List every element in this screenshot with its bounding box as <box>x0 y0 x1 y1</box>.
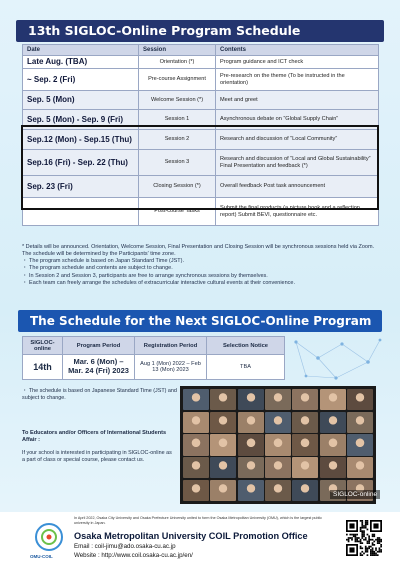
table-row <box>23 69 379 91</box>
footer-website[interactable]: Website : http://www.coil.osaka-cu.ac.jp/en/ <box>74 552 193 559</box>
schedule-banner: 13th SIGLOC-Online Program Schedule <box>16 20 384 42</box>
participant-tile <box>238 389 264 410</box>
header-date: Date <box>23 45 139 56</box>
table-row <box>23 198 379 226</box>
row-date: ~ Sep. 2 (Fri) <box>23 69 139 91</box>
row-session: Session 2 <box>139 130 216 150</box>
program-period-cell: Mar. 6 (Mon) – Mar. 24 (Fri) 2023 <box>63 355 135 380</box>
row-session: Closing Session (*) <box>139 176 216 198</box>
row-contents: Overall feedback Post task announcement <box>216 176 379 198</box>
participant-tile <box>238 457 264 478</box>
network-graphic <box>290 332 384 386</box>
participant-tile <box>292 412 318 433</box>
note-line: * Details will be announced. Orientation, Welcome Session, Final Presentation and Closing Session will be synchronous sessions held via Zoom. The schedule will be determined by the Participants' time zone. <box>22 244 375 258</box>
selection-notice-cell: TBA <box>207 355 285 380</box>
row-session: Orientation (*) <box>139 56 216 69</box>
participant-tile <box>238 480 264 501</box>
note-line: ・ Each team can freely arrange the schedules of extracurricular interactive cultural events at their convenience. <box>22 279 295 286</box>
row-contents: Research and discussion of “Local Community” <box>216 130 379 150</box>
registration-period-cell: Aug 1 (Mon) 2022 – Feb 13 (Mon) 2023 <box>135 355 207 380</box>
table-row <box>23 110 379 130</box>
participant-tile <box>210 434 236 455</box>
row-contents: Program guidance and ICT check <box>216 56 379 69</box>
next-program-banner: The Schedule for the Next SIGLOC-Online Program <box>18 310 382 332</box>
participant-tile <box>210 480 236 501</box>
table-row <box>23 130 379 150</box>
row-contents: Submit the final products (a picture book and a reflection report) Submit BEVI, questionnaire etc. <box>216 198 379 226</box>
participant-tile <box>238 434 264 455</box>
next-program-note: ・ The schedule is based on Japanese Standard Time (JST) and subject to change. <box>22 388 177 402</box>
row-date: Sep.16 (Fri) - Sep. 22 (Thu) <box>23 150 139 176</box>
participant-tile <box>183 434 209 455</box>
educators-body: If your school is interested in participating in SIGLOC-online as a part of class or special course, please contact us. <box>22 450 172 464</box>
row-date: Sep.12 (Mon) - Sep.15 (Thu) <box>23 130 139 150</box>
schedule-notes <box>22 244 382 287</box>
header-registration-period: Registration Period <box>135 337 207 355</box>
table-row <box>23 150 379 176</box>
row-date: Late Aug. (TBA) <box>23 56 139 69</box>
header-program-period: Program Period <box>63 337 135 355</box>
participant-tile <box>292 434 318 455</box>
row-date: Sep. 5 (Mon) - Sep. 9 (Fri) <box>23 110 139 130</box>
row-contents: Pre-research on the theme (To be instructed in the orientation) <box>216 69 379 91</box>
participant-tile <box>265 389 291 410</box>
row-date: Sep. 5 (Mon) <box>23 91 139 110</box>
participant-tile <box>265 412 291 433</box>
footer-organization: Osaka Metropolitan University COIL Promotion Office <box>74 531 308 541</box>
participant-tile <box>265 457 291 478</box>
participant-tile <box>347 434 373 455</box>
row-session: Post-course Tasks <box>139 198 216 226</box>
header-edition: SIGLOC-online <box>23 337 63 355</box>
row-session: Welcome Session (*) <box>139 91 216 110</box>
participant-tile <box>183 457 209 478</box>
participant-tile <box>265 434 291 455</box>
table-row <box>23 355 285 380</box>
participants-photo <box>180 386 376 504</box>
participant-tile <box>183 480 209 501</box>
photo-label: SIGLOC-online <box>330 490 380 499</box>
row-date <box>23 198 139 226</box>
participant-tile <box>210 412 236 433</box>
row-contents: Asynchronous debate on “Global Supply Chain” <box>216 110 379 130</box>
next-header-row <box>23 337 285 355</box>
participant-tile <box>292 389 318 410</box>
footer-university-note: In April 2022, Osaka City University and Osaka Prefecture University united to form the Osaka Metropolitan University (OMU), which is the largest public university in Japan. <box>74 516 322 525</box>
participant-tile <box>347 412 373 433</box>
row-session: Pre-course Assignment <box>139 69 216 91</box>
header-contents: Contents <box>216 45 379 56</box>
participant-tile <box>210 457 236 478</box>
participant-tile <box>320 434 346 455</box>
table-row <box>23 176 379 198</box>
qr-code-icon[interactable] <box>346 520 382 556</box>
participant-tile <box>183 412 209 433</box>
participant-tile <box>320 457 346 478</box>
table-row <box>23 91 379 110</box>
schedule-header-row <box>23 45 379 56</box>
participant-tile <box>183 389 209 410</box>
row-contents: Research and discussion of “Local and Global Sustainability” Final Presentation and feedback (*) <box>216 150 379 176</box>
participant-tile <box>238 412 264 433</box>
note-line: ・ In Session 2 and Session 3, participants are free to arrange synchronous sessions by themselves. <box>22 272 268 279</box>
row-session: Session 1 <box>139 110 216 130</box>
edition-cell: 14th <box>23 355 63 380</box>
participant-tile <box>292 457 318 478</box>
row-date: Sep. 23 (Fri) <box>23 176 139 198</box>
footer-email[interactable]: Email : coil-jimu@ado.osaka-cu.ac.jp <box>74 543 176 550</box>
participant-tile <box>347 389 373 410</box>
row-session: Session 3 <box>139 150 216 176</box>
participant-tile <box>210 389 236 410</box>
header-session: Session <box>139 45 216 56</box>
next-program-table <box>22 336 285 380</box>
participant-tile <box>292 480 318 501</box>
logo-text: OMU-COIL <box>30 554 53 559</box>
table-row <box>23 56 379 69</box>
header-selection-notice: Selection Notice <box>207 337 285 355</box>
participant-tile <box>347 457 373 478</box>
participant-tile <box>320 389 346 410</box>
schedule-table <box>22 44 379 226</box>
educators-heading: To Educators and/or Officers of International Students Affair : <box>22 430 167 444</box>
note-line: ・ The program schedule and contents are subject to change. <box>22 265 173 272</box>
participant-tile <box>265 480 291 501</box>
omu-coil-logo-icon <box>32 521 66 555</box>
note-line: ・ The program schedule is based on Japan Standard Time (JST). <box>22 258 185 265</box>
participant-tile <box>320 412 346 433</box>
row-contents: Meet and greet <box>216 91 379 110</box>
